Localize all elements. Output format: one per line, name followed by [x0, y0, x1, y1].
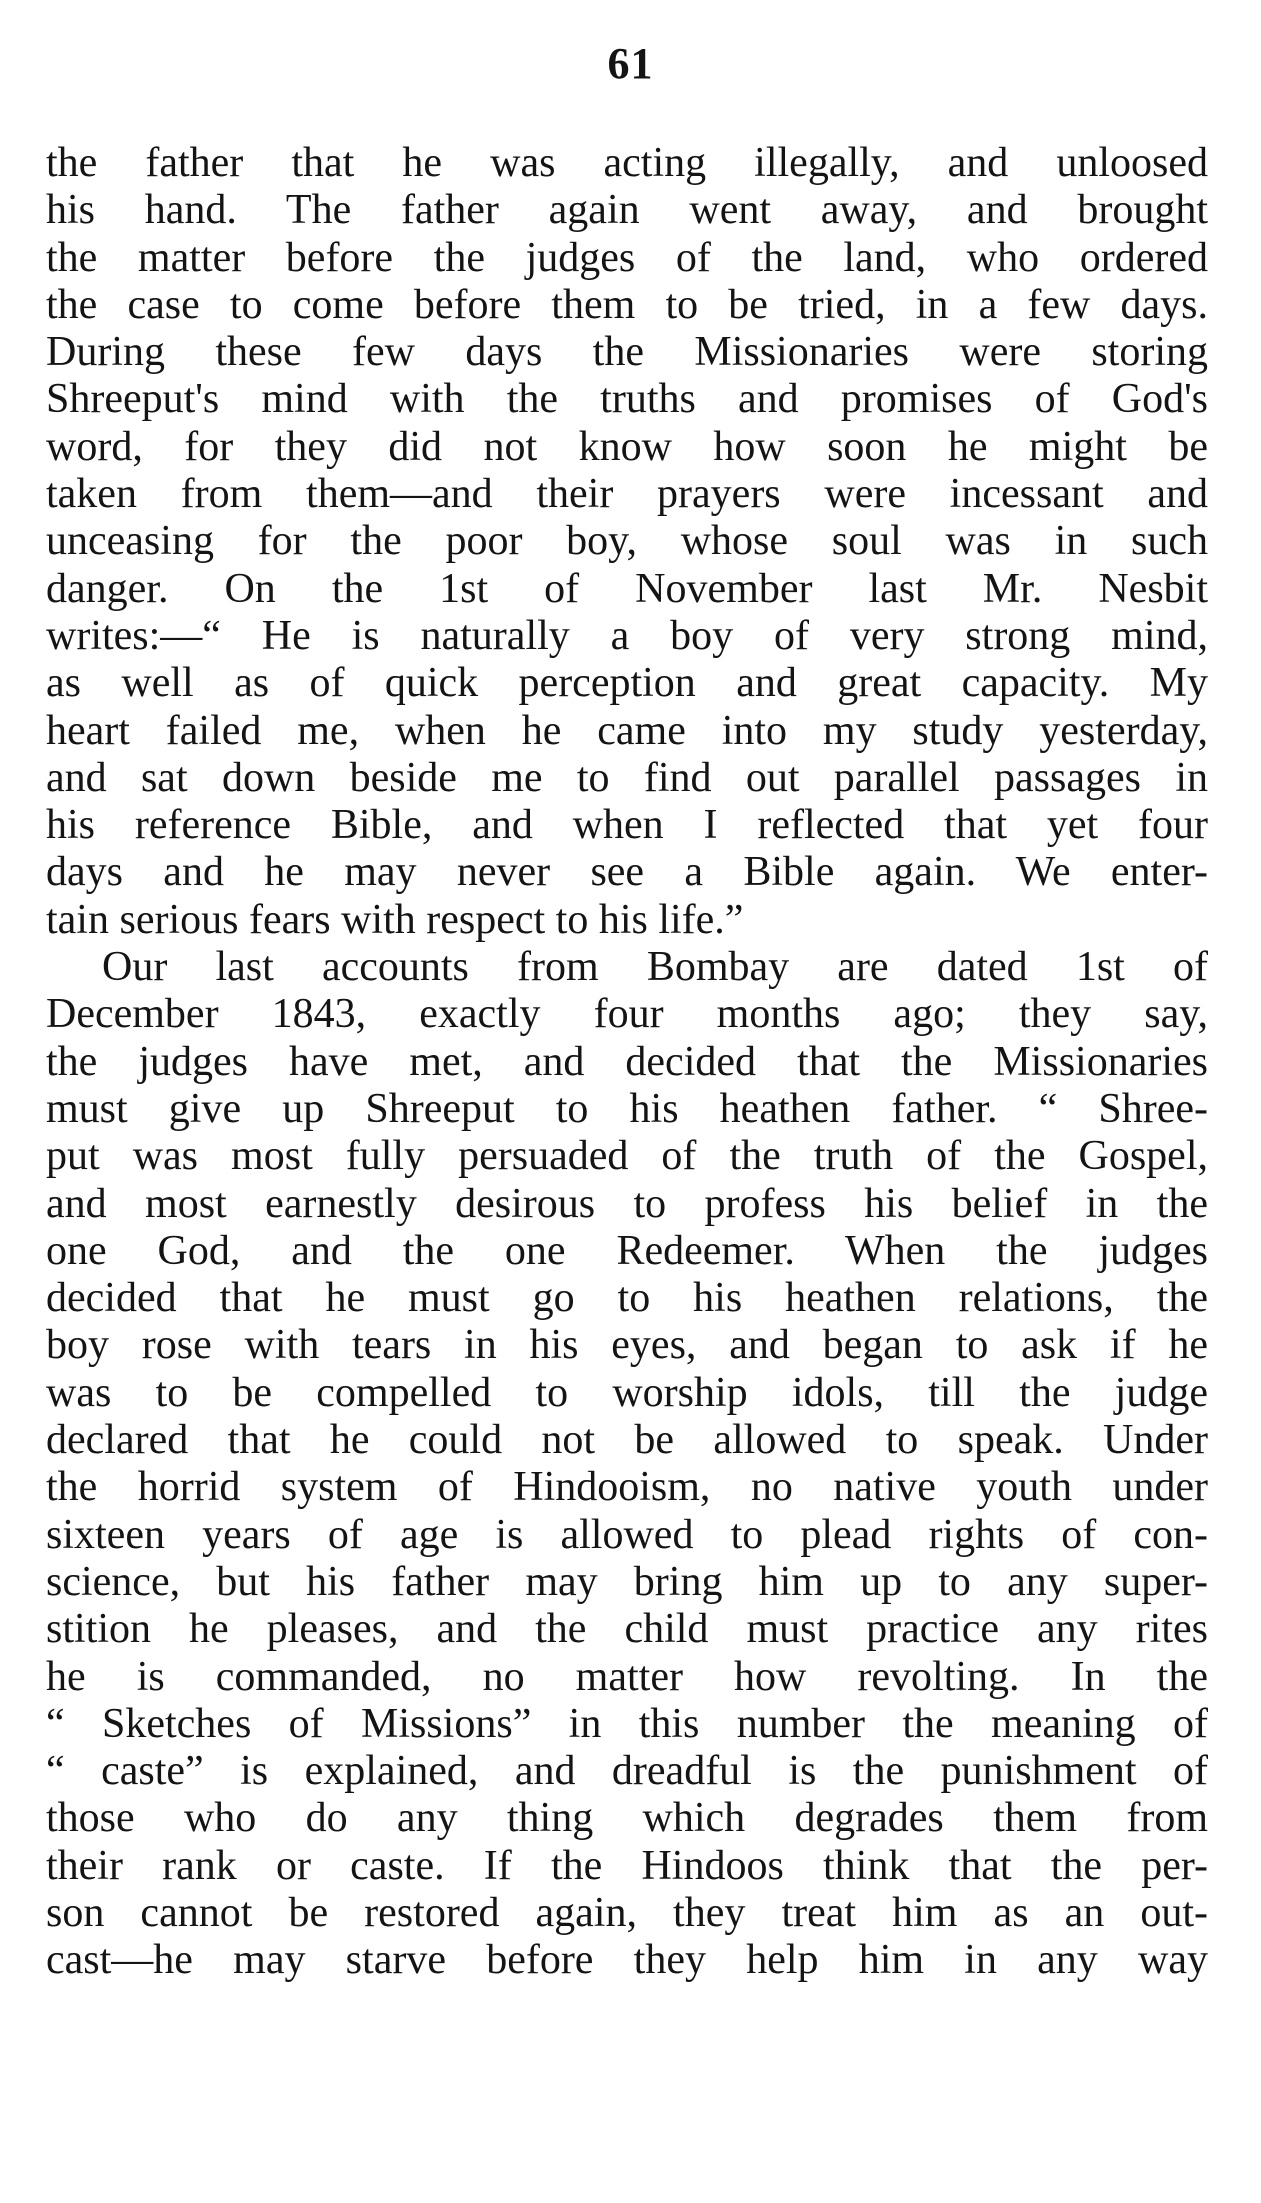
text-line: boy rose with tears in his eyes, and began to ask if he — [46, 1322, 1208, 1369]
body-text — [46, 140, 1208, 1985]
text-line: the judges have met, and decided that the Missionaries — [46, 1038, 1208, 1085]
text-line: those who do any thing which degrades them from — [46, 1795, 1208, 1842]
text-line: danger. On the 1st of November last Mr. Nesbit — [46, 565, 1208, 612]
text-line: Our last accounts from Bombay are dated 1st of — [102, 944, 1208, 991]
text-line: declared that he could not be allowed to speak. Under — [46, 1417, 1208, 1464]
page-number: 61 — [607, 39, 654, 88]
text-line: Shreeput's mind with the truths and promises of God's — [46, 376, 1208, 423]
text-line: days and he may never see a Bible again. We enter- — [46, 849, 1208, 896]
text-line: and sat down beside me to find out parallel passages in — [46, 754, 1208, 801]
text-line: December 1843, exactly four months ago; they say, — [46, 991, 1208, 1038]
text-line: tain serious fears with respect to his life.” — [46, 896, 744, 943]
text-line: the matter before the judges of the land, who ordered — [46, 234, 1208, 281]
text-line: put was most fully persuaded of the truth of the Gospel, — [46, 1133, 1208, 1180]
text-line: science, but his father may bring him up to any super- — [46, 1558, 1208, 1605]
text-line: sixteen years of age is allowed to plead rights of con- — [46, 1511, 1208, 1558]
text-line: unceasing for the poor boy, whose soul was in such — [46, 518, 1208, 565]
text-line: stition he pleases, and the child must practice any rites — [46, 1606, 1208, 1653]
text-line: the horrid system of Hindooism, no native youth under — [46, 1464, 1208, 1511]
text-line: must give up Shreeput to his heathen father. “ Shree- — [46, 1085, 1208, 1132]
text-line: word, for they did not know how soon he might be — [46, 423, 1208, 470]
text-line: heart failed me, when he came into my study yesterday, — [46, 707, 1208, 754]
text-line: the father that he was acting illegally, and unloosed — [46, 140, 1208, 186]
text-line: their rank or caste. If the Hindoos think that the per- — [46, 1842, 1208, 1889]
text-line: During these few days the Missionaries were storing — [46, 329, 1208, 376]
text-line: cast—he may starve before they help him in any way — [46, 1937, 1208, 1984]
text-line: as well as of quick perception and great capacity. My — [46, 660, 1208, 707]
text-line: son cannot be restored again, they treat him as an out- — [46, 1889, 1208, 1936]
text-line: taken from them—and their prayers were incessant and — [46, 471, 1208, 518]
text-line: was to be compelled to worship idols, till the judge — [46, 1369, 1208, 1416]
text-line: and most earnestly desirous to profess his belief in the — [46, 1180, 1208, 1227]
text-line: “ Sketches of Missions” in this number the meaning of — [46, 1700, 1208, 1747]
text-line: the case to come before them to be tried, in a few days. — [46, 281, 1208, 328]
text-line: he is commanded, no matter how revolting. In the — [46, 1653, 1208, 1700]
text-line: one God, and the one Redeemer. When the judges — [46, 1227, 1208, 1274]
text-line: his reference Bible, and when I reflected that yet four — [46, 802, 1208, 849]
text-line: writes:—“ He is naturally a boy of very strong mind, — [46, 612, 1208, 659]
text-line: decided that he must go to his heathen relations, the — [46, 1275, 1208, 1322]
text-line: his hand. The father again went away, and brought — [46, 187, 1208, 234]
text-line: “ caste” is explained, and dreadful is the punishment of — [46, 1748, 1208, 1795]
